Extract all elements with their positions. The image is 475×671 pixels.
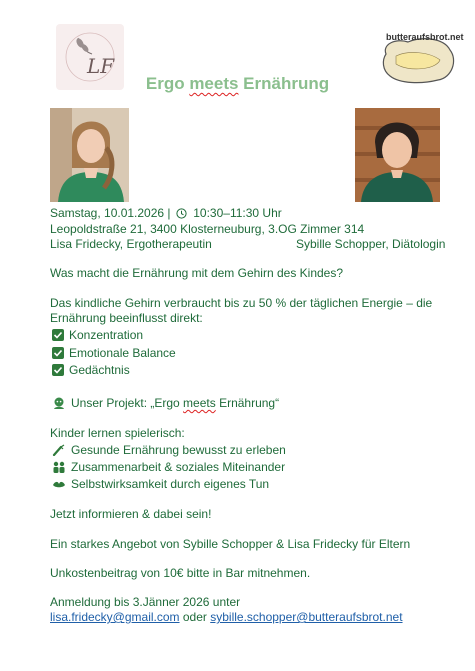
check-item: Emotionale Balance bbox=[52, 346, 176, 360]
offer-text: Ein starkes Angebot von Sybille Schopper & Lisa Fridecky für Eltern bbox=[50, 537, 411, 551]
person-right: Sybille Schopper, Diätologin bbox=[296, 237, 446, 251]
learn-heading: Kinder lernen spielerisch: bbox=[50, 426, 185, 440]
people-icon bbox=[52, 461, 66, 473]
registration-emails: lisa.fridecky@gmail.com oder sybille.schopper@butteraufsbrot.net bbox=[50, 610, 403, 624]
photo-lisa-fridecky bbox=[50, 108, 129, 202]
carrot-icon bbox=[52, 444, 66, 456]
check-item: Gedächtnis bbox=[52, 363, 130, 377]
check-icon bbox=[52, 329, 64, 341]
muscle-icon bbox=[52, 478, 66, 490]
page-title: Ergo meets Ernährung bbox=[145, 74, 330, 93]
check-item: Konzentration bbox=[52, 328, 143, 342]
intro-line-1: Das kindliche Gehirn verbraucht bis zu 50 % der täglichen Energie – die bbox=[50, 296, 433, 310]
check-icon bbox=[52, 364, 64, 376]
event-time: 10:30–11:30 Uhr bbox=[193, 206, 282, 220]
event-address: Leopoldstraße 21, 3400 Klosterneuburg, 3.OG Zimmer 314 bbox=[50, 222, 365, 236]
fee-text: Unkostenbeitrag von 10€ bitte in Bar mitnehmen. bbox=[50, 566, 311, 580]
svg-text:LF: LF bbox=[87, 54, 115, 78]
question-text: Was macht die Ernährung mit dem Gehirn des Kindes? bbox=[50, 266, 344, 280]
learn-item: Zusammenarbeit & soziales Miteinander bbox=[52, 460, 285, 474]
photo-sybille-schopper bbox=[355, 108, 440, 202]
learn-item: Selbstwirksamkeit durch eigenes Tun bbox=[52, 477, 269, 491]
intro-line-2: Ernährung beeinflusst direkt: bbox=[50, 311, 203, 325]
event-date-time bbox=[50, 206, 282, 220]
person-left: Lisa Fridecky, Ergotherapeutin bbox=[50, 237, 212, 251]
check-icon bbox=[52, 347, 64, 359]
clock-icon bbox=[176, 208, 187, 219]
event-date: Samstag, 10.01.2026 | bbox=[50, 206, 171, 220]
project-line: Unser Projekt: „Ergo meets Ernährung“ bbox=[52, 396, 279, 410]
call-to-action: Jetzt informieren & dabei sein! bbox=[50, 507, 212, 521]
logo-text: butteraufsbrot.net bbox=[386, 32, 464, 42]
email-link-lisa[interactable]: lisa.fridecky@gmail.com bbox=[50, 610, 180, 624]
registration-line: Anmeldung bis 3.Jänner 2026 unter bbox=[50, 595, 241, 609]
child-icon bbox=[52, 397, 66, 409]
learn-item: Gesunde Ernährung bewusst zu erleben bbox=[52, 443, 286, 457]
email-link-sybille[interactable]: sybille.schopper@butteraufsbrot.net bbox=[210, 610, 403, 624]
